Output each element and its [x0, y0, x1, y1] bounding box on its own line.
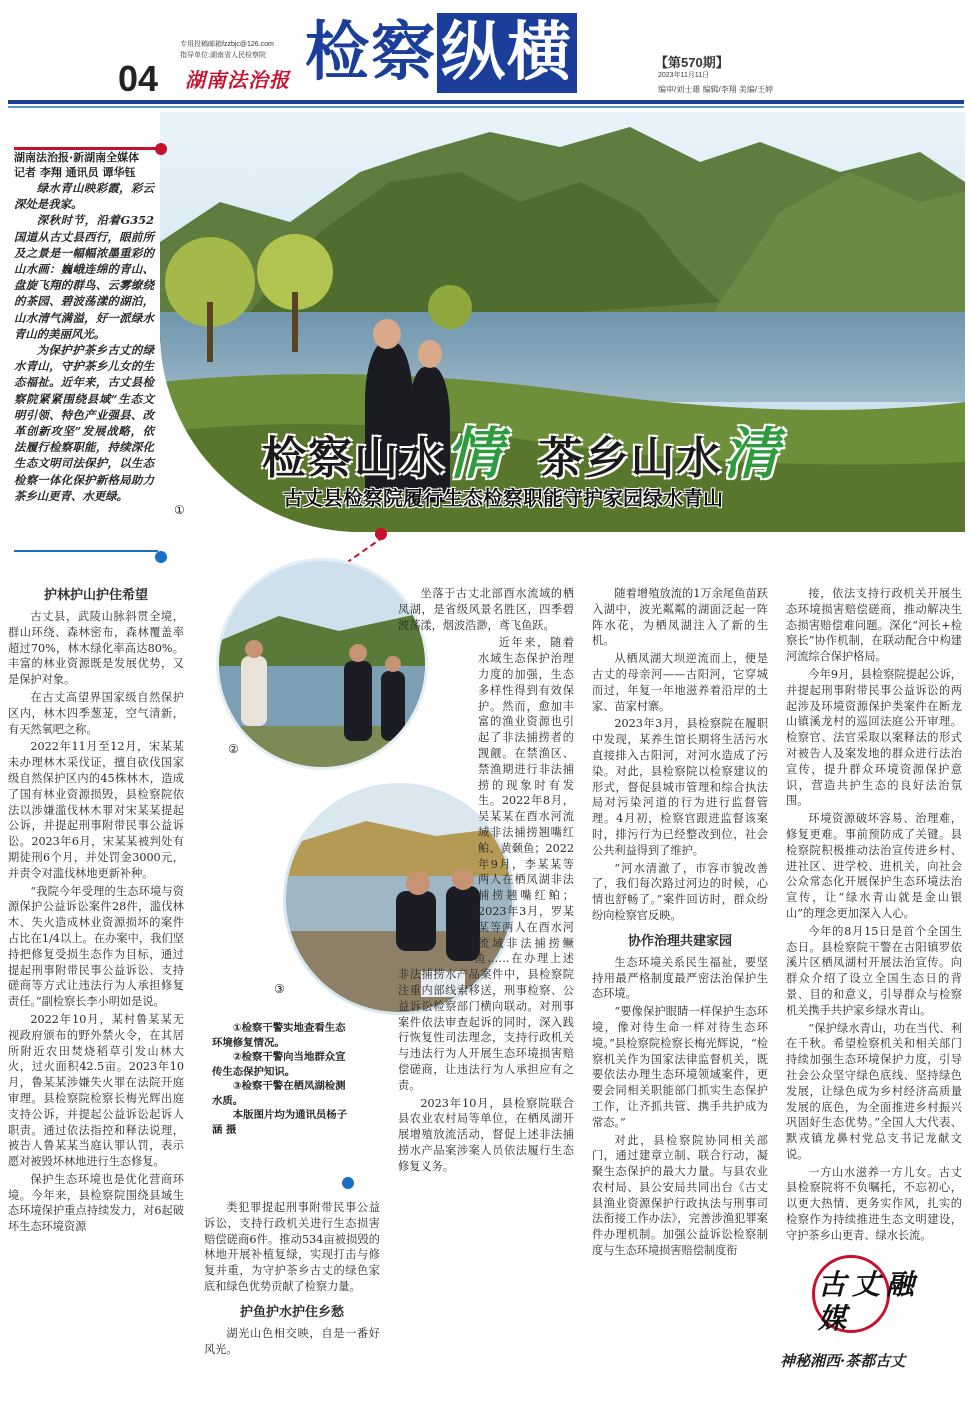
- body-paragraph: 保护生态环境也是优化营商环境。今年来，县检察院围绕县域生态环境保护重点持续发力，对6起破坏生态环境资源: [8, 1172, 184, 1234]
- header-rule: [8, 100, 964, 104]
- photo-caption: [212, 1021, 354, 1137]
- lead-line-bottom: [14, 550, 158, 552]
- media-watermark: 古丈融媒: [818, 1268, 921, 1335]
- column-1: [8, 578, 184, 1398]
- lead-paragraph: 绿水青山映彩霞，彩云深处是我家。: [14, 181, 154, 212]
- body-paragraph: 在古丈高望界国家级自然保护区内，林木四季葱茏，空气清新，有天然氧吧之称。: [8, 690, 184, 736]
- masthead-part-b: 纵横: [437, 13, 577, 93]
- body-paragraph: 近年来，随着水域生态保护治理力度的加强，生态多样性得到有效保护。然而，愈加丰富的渔业资源也引起了非法捕捞者的觊觎。在禁渔区、禁渔期进行非法捕捞的现象时有发生。2022年8月，吴某某在酉水河流域非法捕捞翘嘴红鲌、黄颡鱼；2022年9月，李某某等两人在栖凤湖非法捕捞翘嘴红鲌；2023年3月，罗某某等两人在酉水河流域非法捕捞鳜鱼……在办理上述非法捕捞水产品案件中，县检察院注重内部线索移送，刑事检察、公益诉讼检察部门横向联动。对刑事案件依法审查起诉的同时，深入践行恢复性司法理念，支持行政机关与违法行为人开展生态环境损害赔偿磋商，让违法行为人承担应有之责。: [398, 636, 574, 1092]
- column-3: [398, 586, 574, 1396]
- lead-paragraph: 深秋时节，沿着G352国道从古丈县西行，眼前所及之景是一幅幅浓墨重彩的山水画：巍峨连绵的青山、盘旋飞翔的群鸟、云雾缭绕的茶园、碧波荡漾的湖泊，山水清气满溢，好一派绿水青山的美丽风光。: [14, 213, 154, 341]
- body-paragraph: 类犯罪提起刑事附带民事公益诉讼，支持行政机关进行生态损害赔偿磋商6件。推动534亩被损毁的林地开展补植复绿，实现打击与修复并重，为守护茶乡古丈的绿色家底和绿色优势贡献了检察力量。: [204, 1201, 380, 1293]
- body-paragraph: 生态环境关系民生福祉，要坚持用最严格制度最严密法治保护生态环境。: [592, 955, 768, 1001]
- body-paragraph: 2022年11月至12月，宋某某未办理林木采伐证，擅自砍伐国家级自然保护区内的45株林木，造成了国有林业资源损毁，县检察院依法以涉嫌滥伐林木罪对宋某某提起公诉，并提起刑事附带民事公益诉讼。2023年6月，宋某某被判处有期徒刑6个月，并处罚金3000元，并责令对滥伐林地更新补种。: [8, 740, 184, 880]
- lead-dot-top: [155, 143, 167, 155]
- body-paragraph: 古丈县，武陵山脉斜贯全境，群山环绕、森林密布，森林覆盖率超过70%，林木绿化率高达80%。丰富的林业资源既是发展优势，又是保护对象。: [8, 610, 184, 687]
- lakeside-scene: [219, 561, 428, 770]
- photo-number-1: ①: [174, 503, 185, 517]
- body-paragraph: “要像保护眼睛一样保护生态环境，像对待生命一样对待生态环境。”县检察院检察长梅光辉说，“检察机关作为国家法律监督机关，既要依法办理生态环境领域案件，更要会同相关职能部门抓实生态保护工作，让齐抓共管、携手共护成为常态。”: [592, 1005, 768, 1129]
- guide-unit: 指导单位:湖南省人民检察院: [180, 52, 266, 59]
- body-paragraph: 今年的8月15日是首个全国生态日。县检察院干警在古阳镇罗依溪片区栖凤湖村开展法治宣传。向群众介绍了设立全国生态日的背景、目的和意义，引导群众与检察机关携手共护家乡绿水青山。: [786, 924, 962, 1017]
- headline-part: 检察山水: [262, 433, 446, 484]
- photo-number-2: ②: [228, 742, 239, 756]
- body-paragraph: 从栖凤湖大坝逆流而上，便是古丈的母亲河——古阳河，它穿城而过，年复一年地滋养着沿岸的土家、苗家村寨。: [592, 652, 768, 713]
- caption-line: ②检察干警向当地群众宣传生态保护知识。: [212, 1051, 346, 1078]
- photo-wrap-space: [398, 586, 478, 1016]
- body-paragraph: 接，依法支持行政机关开展生态环境损害赔偿磋商，推动解决生态损害赔偿难问题。深化“河长+检察长”协作机制，在联动配合中构建河流综合保护格局。: [786, 587, 962, 664]
- page-number: 04: [118, 58, 159, 99]
- main-headline: [262, 410, 781, 490]
- section-heading-fish: 护鱼护水护住乡愁: [239, 1304, 344, 1320]
- byline: 记者 李翔 通讯员 谭华钰: [14, 166, 136, 179]
- body-paragraph: “我院今年受理的生态环境与资源保护公益诉讼案件28件，滥伐林木、失火造成林业资源损坏的案件占比在1/4以上。在办案中，我们坚持把修复受损生态作为目标，通过提起刑事附带民事公益诉讼、支持磋商等方式让违法行为人承担修复责任。”副检察长李小明如是说。: [8, 884, 184, 1009]
- lead-dot-bottom: [155, 551, 167, 563]
- lead-paragraph: 为保护护茶乡古丈的绿水青山，守护茶乡儿女的生态福祉。近年来，古丈县检察院紧紧围绕县域“生态文明引领、特色产业强县、改革创新攻坚”发展战略，依法履行检察职能，持续深化生态文明司法保护，以生态检察一体化保护新格局助力茶乡山更青、水更绿。: [14, 343, 154, 503]
- headline-part: 茶乡山水: [538, 433, 723, 484]
- sub-headline: 古丈县检察院履行生态检察职能守护家园绿水青山: [283, 486, 723, 510]
- body-paragraph: 湖光山色相交映，自是一番好风光。: [204, 1326, 380, 1356]
- body-paragraph: 一方山水滋养一方儿女。古丈县检察院将不负嘱托，不忘初心，以更大热情、更务实作风，扎实的检察作为持续推进生态文明建设，守护茶乡山更青、绿水长流。: [786, 1165, 962, 1242]
- body-paragraph: “保护绿水青山，功在当代、利在千秋。希望检察机关和相关部门持续加强生态环境保护力度，引导社会公众坚守绿色底线、坚持绿色发展，让绿色成为乡村经济高质量发展的底色，为全面推进乡村振兴巩固好生态优势。”全国人大代表、默戎镇龙鼻村党总支书记龙献文说。: [786, 1021, 962, 1161]
- body-paragraph: 2023年3月，县检察院在履职中发现，某养生馆长期将生活污水直接排入古阳河，对河水造成了污染。对此，县检察院以检察建议的形式，督促县城市管理和综合执法局对污染河道的行为进行监督管理。4月初，检察官跟进监督该案时，排污行为已经整改到位，社会公共利益得到了维护。: [592, 717, 768, 857]
- section-heading-forest: 护林护山护住希望: [43, 588, 148, 603]
- masthead: [305, 5, 650, 101]
- photo-number-3: ③: [274, 982, 285, 996]
- editor-credits: 编审/刘士雄 编辑/李翔 美编/王婷: [658, 85, 774, 94]
- caption-line: ①检察干警实地查看生态环境修复情况。: [212, 1022, 346, 1049]
- figure-head: [373, 319, 401, 349]
- headline-accent: 情: [446, 421, 504, 487]
- contact-email: 专用投稿邮箱fzzbjc@126.com: [180, 41, 274, 48]
- column-4: [592, 586, 768, 1396]
- column-2: [204, 1200, 380, 1398]
- body-paragraph: 今年9月，县检察院提起公诉，并提起刑事附带民事公益诉讼的两起涉及环境资源保护类案件在断龙山镇溪龙村的巡回法庭公开审理。检察官、法官采取以案释法的形式对被告人及案发地的群众进行法治宣传，提升群众环境资源保护意识，营造共护生态的良好法治氛围。: [786, 667, 962, 808]
- body-paragraph: 环境资源破坏容易、治理难，修复更难。事前预防成了关键。县检察院积极推动法治宣传进乡村、进社区、进学校、进机关，向社会公众常态化开展保护生态环境法治宣传，让“绿水青山就是金山银山”的理念更加深入人心。: [786, 812, 962, 920]
- header-rule-thin: [8, 106, 964, 108]
- issue-date: 2023年11月11日: [658, 72, 710, 79]
- caption-line: ③检察干警在栖凤湖检测水质。: [212, 1080, 346, 1107]
- body-paragraph: 2023年10月，县检察院联合县农业农村局等单位，在栖凤湖开展增殖放流活动，督促上述非法捕捞水产品案涉案人员依法履行生态修复义务。: [398, 1096, 574, 1173]
- figure-head: [418, 340, 442, 368]
- body-paragraph: 2022年10月，某村鲁某某无视政府颁布的野外禁火令，在其居所附近农田焚烧稻草引发山林大火，过火面积42.5亩。2023年10月，鲁某某涉嫌失火罪在法院开庭审理。县检察院检察长梅光辉出庭支持公诉，并提起公益诉讼起诉人职责。通过依法指控和释法说理，被告人鲁某某当庭认罪认罚，表示愿对被毁坏林地进行生态修复。: [8, 1012, 184, 1169]
- caption-line: 本版图片均为通讯员杨子涵 摄: [212, 1109, 348, 1136]
- body-paragraph: 对此，县检察院协同相关部门，通过建章立制、联合行动，凝聚生态保护的最大力量。与县农业农村局、县公安局共同出台《古丈县渔业资源保护行政执法与刑事司法衔接工作办法》，完善涉渔犯罪案件办理机制。加强公益诉讼检察制度与生态环境损害赔偿制度衔: [592, 1133, 768, 1258]
- lead-block: [14, 150, 154, 504]
- body-paragraph: 随着增殖放流的1万余尾鱼苗跃入湖中，波光粼粼的湖面泛起一阵阵水花，为栖凤湖注入了新的生机。: [592, 587, 768, 648]
- source-line: 湖南法治报·新湖南全媒体: [14, 151, 140, 164]
- headline-accent: 清: [722, 421, 781, 487]
- issue-number: 【第570期】: [655, 55, 729, 70]
- body-paragraph: “河水清澈了，市容市貌改善了，我们每次路过河边的时候，心情也舒畅了。”案件回访时，群众纷纷向检察官反映。: [592, 861, 768, 922]
- body-paragraph: 坐落于古丈北部酉水流域的栖凤湖，是省级风景名胜区，四季碧波荡漾，烟波浩渺，鸢飞鱼跃。: [398, 587, 574, 632]
- photo-2: [216, 558, 428, 770]
- photo-dot: [342, 1177, 354, 1189]
- media-tagline: 神秘湘西·茶都古丈: [780, 1352, 906, 1370]
- photo-dot: [375, 528, 387, 540]
- masthead-part-a: 检察: [305, 16, 437, 90]
- section-heading-cooperation: 协作治理共建家园: [627, 933, 732, 949]
- newspaper-brand: 湖南法治报: [185, 70, 290, 92]
